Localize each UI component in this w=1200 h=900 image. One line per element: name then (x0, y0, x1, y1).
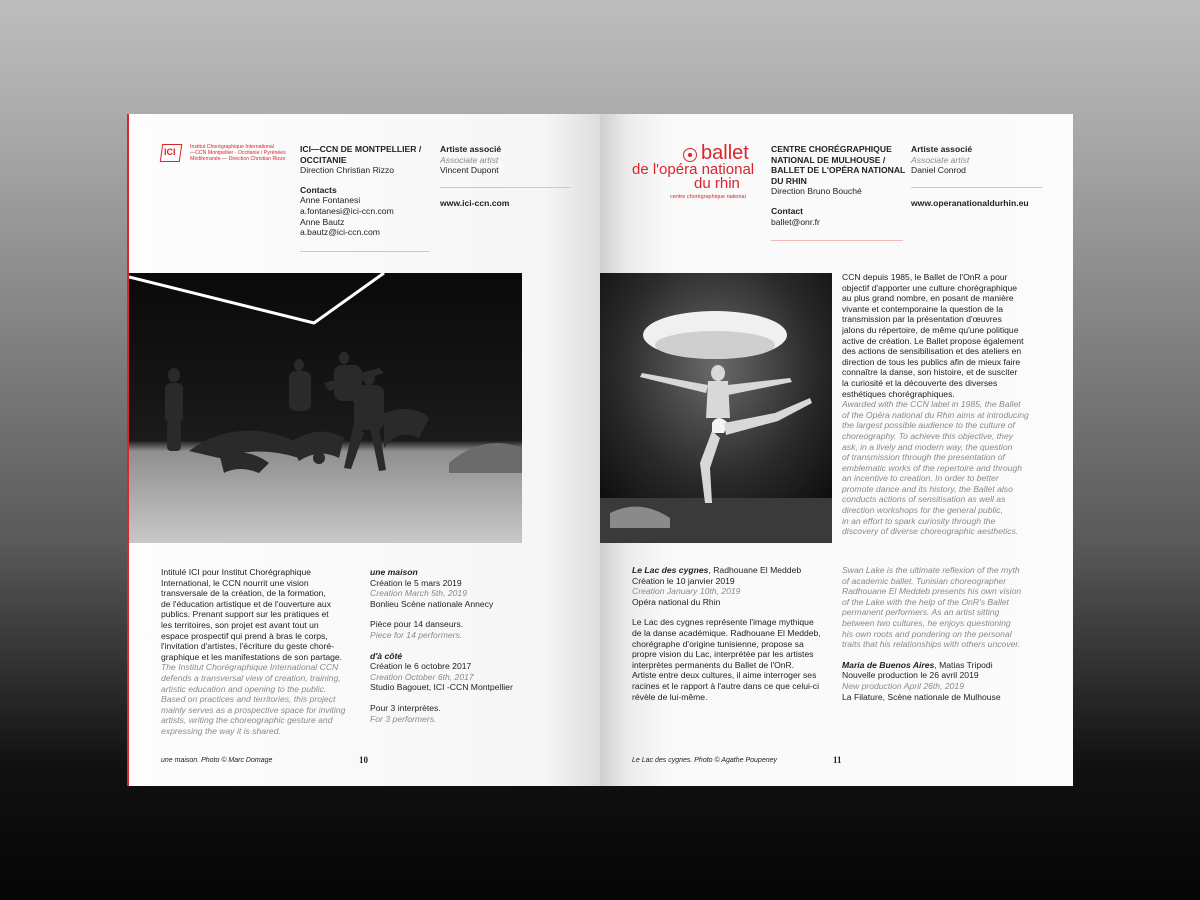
contact-name: Anne Bautz (300, 216, 345, 227)
divider (771, 240, 903, 241)
ici-logo-mark: ICI (164, 147, 176, 157)
contact-heading: Contact (771, 205, 803, 216)
ici-logo (161, 142, 291, 166)
show-date-en: Creation January 10th, 2019 (632, 586, 741, 597)
artist-heading-en: Associate artist (440, 154, 499, 165)
ici-logo-text: Institut Chorégraphique International —CCN Montpellier · Occitanie / Pyrénées Méditerranée — Direction Christian Rizzo (190, 144, 286, 163)
contact-email-link[interactable]: ballet@onr.fr (771, 216, 820, 227)
divider (300, 251, 430, 252)
show-description-en: Swan Lake is the ultimate reflexion of the myth of academic ballet. Tunisian choreographer Radhouane El Meddeb presents his own vision of the Lake with the help of the OnR's Ballet permanent performers. As an artist sitting between two cultures, he enjoys questioning his own roots and pondering on the personal traits that his relationships with others uncover. (842, 565, 1022, 650)
show-cast-en: For 3 performers. (370, 713, 437, 724)
show-cast: Pièce pour 14 danseurs. (370, 619, 464, 630)
ballet-onr-logo (632, 142, 762, 202)
logo-tagline: centre chorégraphique national (670, 194, 746, 200)
artist-heading: Artiste associé (440, 144, 502, 154)
contacts-heading: Contacts (300, 184, 337, 195)
page-number: 11 (833, 755, 842, 765)
org-direction: Direction Christian Rizzo (300, 165, 395, 176)
photo-caption: une maison. Photo © Marc Domage (161, 757, 273, 764)
show-date-en: Creation October 6th, 2017 (370, 671, 474, 682)
page-number: 10 (359, 755, 368, 765)
show-date: Création le 10 janvier 2019 (632, 575, 735, 586)
logo-line: du rhin (694, 175, 740, 192)
show-venue: La Filature, Scène nationale de Mulhouse (842, 691, 1001, 702)
show-title: d'à côté (370, 650, 403, 661)
contact-email-link[interactable]: a.fontanesi@ici-ccn.com (300, 205, 394, 216)
left-body-text: Intitulé ICI pour Institut Chorégraphique International, le CCN nourrit une vision transversale de la création, de la formation, de l'éducation artistique et de l'ouverture aux publics. Prenant support sur les pratiques et les territoires, son projet est avant tout un espace prospectif qui prend à bras le corps, l'invitation d'artistes, l'écriture du geste choré- graphique et les manifestations de son partage. The Institut Chorégraphique International CCN defends a transversal view of creation, training, artistic education and opening to the public. Based on practices and territories, this project mainly serves as a prospective space for inviting artists, writing the choreographic gesture and expressing the way it is shared. (161, 567, 346, 736)
show-title: une maison (370, 567, 418, 577)
dance-photo-lac-des-cygnes (600, 273, 832, 543)
show-venue: Opéra national du Rhin (632, 596, 721, 607)
contact-email-link[interactable]: a.bautz@ici-ccn.com (300, 227, 380, 238)
dance-photo-une-maison (129, 273, 522, 543)
artist-name: Vincent Dupont (440, 165, 499, 176)
show-date: Création le 6 octobre 2017 (370, 661, 472, 672)
show-cast-en: Piece for 14 performers. (370, 629, 463, 640)
org-direction: Direction Bruno Bouché (771, 186, 862, 197)
divider (911, 187, 1042, 188)
show-date: Nouvelle production le 26 avril 2019 (842, 670, 979, 681)
right-show-1 (632, 565, 837, 702)
website-link[interactable]: www.ici-ccn.com (440, 198, 510, 208)
divider (440, 187, 571, 188)
show-title: Le Lac des cygnes, Radhouane El Meddeb (632, 565, 802, 575)
contact-name: Anne Fontanesi (300, 195, 361, 206)
show-cast: Pour 3 interprètes. (370, 702, 441, 713)
photo-caption: Le Lac des cygnes. Photo © Agathe Poupeney (632, 757, 778, 764)
org-title: ICI—CCN DE MONTPELLIER / OCCITANIE (300, 144, 422, 165)
artist-heading-en: Associate artist (911, 154, 970, 165)
logo-line: de l'opéra national (632, 161, 755, 178)
show-description: Le Lac des cygnes représente l'image mythique de la danse académique. Radhouane El Meddeb, chorégraphe d'origine tunisienne, propose sa propre vision du Lac, interprétée par les artistes interprètes permanents du Ballet de l'OnR. Artiste entre deux cultures, il aime interroger ses racines et le rapport à l'autre dans ce que celui-ci révèle de lui-même. (632, 617, 821, 702)
right-show-2 (842, 565, 1067, 702)
org-info (771, 144, 911, 227)
artist-info (440, 144, 575, 176)
show-venue: Studio Bagouet, ICI -CCN Montpellier (370, 682, 513, 693)
right-page (600, 114, 1073, 786)
circle-dot-icon (683, 148, 697, 162)
logo-line: ballet (701, 142, 749, 164)
left-page (127, 114, 602, 786)
org-title: CENTRE CHORÉGRAPHIQUE NATIONAL DE MULHOUSE / BALLET DE L'OPÉRA NATIONAL DU RHIN (771, 144, 906, 186)
artist-info (911, 144, 1046, 176)
left-shows (370, 567, 570, 724)
show-date-en: Creation March 5th, 2019 (370, 588, 467, 599)
artist-name: Daniel Conrod (911, 165, 966, 176)
show-date: Création le 5 mars 2019 (370, 577, 462, 588)
show-date-en: New production April 26th, 2019 (842, 680, 964, 691)
artist-heading: Artiste associé (911, 144, 973, 154)
show-venue: Bonlieu Scène nationale Annecy (370, 598, 494, 609)
org-info (300, 144, 440, 238)
website-link[interactable]: www.operanationaldurhin.eu (911, 198, 1029, 208)
show-title: Maria de Buenos Aires, Matias Tripodi (842, 659, 993, 670)
right-body-text: CCN depuis 1985, le Ballet de l'OnR a pour objectif d'apporter une culture chorégraphique au plus grand nombre, en posant de manière vivante et contemporaine la question de la transmission par la présentation d'œuvres jalons du répertoire, de même qu'une politique active de création. Le Ballet propose également des actions de sensibilisation et des ateliers en direction de tous les publics afin de mieux faire connaître la danse, son histoire, et de susciter la curiosité et la découverte des diverses esthétiques chorégraphiques. Awarded with the CCN label in 1985, the Ballet of the Opéra national du Rhin aims at introducing the largest possible audience to the culture of choreography. To achieve this objective, they ask, in a lively and modern way, the question of transmission through the presentation of emblematic works of the repertoire and through an incentive to creation. In order to better promote dance and its history, the Ballet also conducts actions of sensitisation as well as direction workshops for the general public, in an effort to spark curiosity through the discovery of diverse choreographic aesthetics. (842, 272, 1029, 537)
